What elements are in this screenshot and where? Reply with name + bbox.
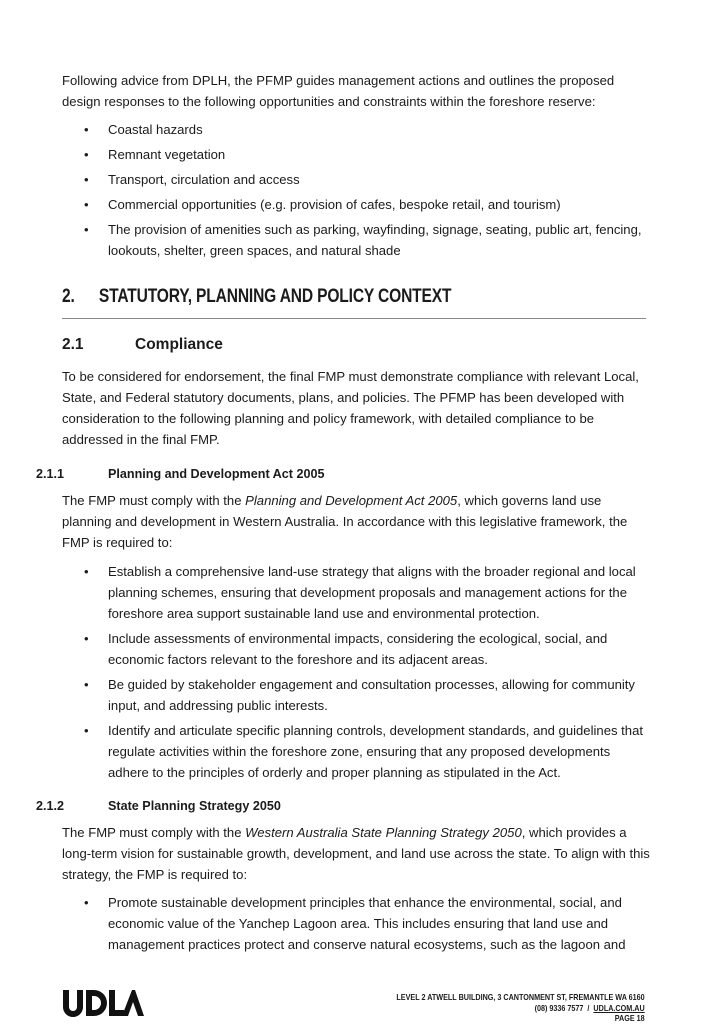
list-item: • Establish a comprehensive land-use strategy that aligns with the broader regional and local planning schemes, ensuring that development proposals and management actions for the foreshore area support sustainable land use and environmental protection. [84, 564, 636, 621]
list-item: • Transport, circulation and access [84, 172, 300, 187]
strategy-paragraph: The FMP must comply with the Western Australia State Planning Strategy 2050, which provides a long-term vision for sustainable growth, development, and land use across the state. To align with this strategy, the FMP is required to: [62, 825, 650, 882]
subsubsection-heading [36, 467, 324, 481]
subsection-number: 2.1 [62, 336, 84, 353]
subsubsection-number: 2.1.2 [36, 799, 65, 813]
subsection-title: Compliance [135, 336, 223, 353]
footer-address: LEVEL 2 ATWELL BUILDING, 3 CANTONMENT ST, FREMANTLE WA 6160 [396, 992, 645, 1002]
list-item: • Coastal hazards [84, 122, 203, 137]
subsubsection-title: State Planning Strategy 2050 [108, 799, 281, 813]
section-title: STATUTORY, PLANNING AND POLICY CONTEXT [98, 286, 452, 307]
footer-phone: (08) 9336 7577 [534, 1002, 584, 1013]
list-item: • Remnant vegetation [84, 147, 226, 162]
udla-logo [62, 988, 144, 1020]
section-number: 2. [62, 286, 75, 307]
list-item: • Identify and articulate specific planning controls, development standards, and guidelines that regulate activities within the foreshore zone, ensuring that any proposed developments adhere to the principles of orderly and proper planning as stipulated in the Act. [84, 723, 643, 780]
list-item: • Commercial opportunities (e.g. provision of cafes, bespoke retail, and tourism) [84, 197, 561, 212]
subsubsection-number: 2.1.1 [36, 467, 65, 481]
list-item: • Be guided by stakeholder engagement and consultation processes, allowing for community input, and addressing public interests. [84, 677, 635, 713]
act-bullet-list [62, 561, 652, 787]
footer-contact: (08) 9336 7577 / UDLA.COM.AU [534, 1002, 645, 1013]
intro-paragraph: Following advice from DPLH, the PFMP guides management actions and outlines the proposed design responses to the following opportunities and constraints within the foreshore reserve: [62, 73, 615, 109]
strategy-bullet-list [62, 892, 652, 959]
list-item: • Include assessments of environmental impacts, considering the ecological, social, and economic factors relevant to the foreshore and its adjacent areas. [84, 631, 608, 667]
list-item: • The provision of amenities such as parking, wayfinding, signage, seating, public art, fencing, lookouts, shelter, green spaces, and natural shade [84, 222, 642, 258]
compliance-paragraph: To be considered for endorsement, the final FMP must demonstrate compliance with relevant Local, State, and Federal statutory documents, plans, and policies. The PFMP has been developed with consideration to the following planning and policy framework, with detailed compliance to be addressed in the final FMP. [62, 369, 639, 447]
subsubsection-heading [36, 799, 281, 813]
intro-bullet-list [62, 119, 652, 265]
list-item: • Promote sustainable development principles that enhance the environmental, social, and economic value of the Yanchep Lagoon area. This includes ensuring that land use and management practices protect and conserve natural ecosystems, such as the lagoon and [84, 895, 626, 952]
footer-address-block [397, 992, 645, 1024]
section-divider [62, 318, 646, 319]
act-paragraph: The FMP must comply with the Planning and Development Act 2005, which governs land use planning and development in Western Australia. In accordance with this legislative framework, the FMP is required to: [62, 493, 628, 550]
subsubsection-title: Planning and Development Act 2005 [108, 467, 325, 481]
subsection-heading [62, 336, 223, 354]
page-number: PAGE 18 [615, 1013, 645, 1023]
section-heading [62, 286, 451, 308]
footer-website-link[interactable]: UDLA.COM.AU [593, 1002, 645, 1013]
